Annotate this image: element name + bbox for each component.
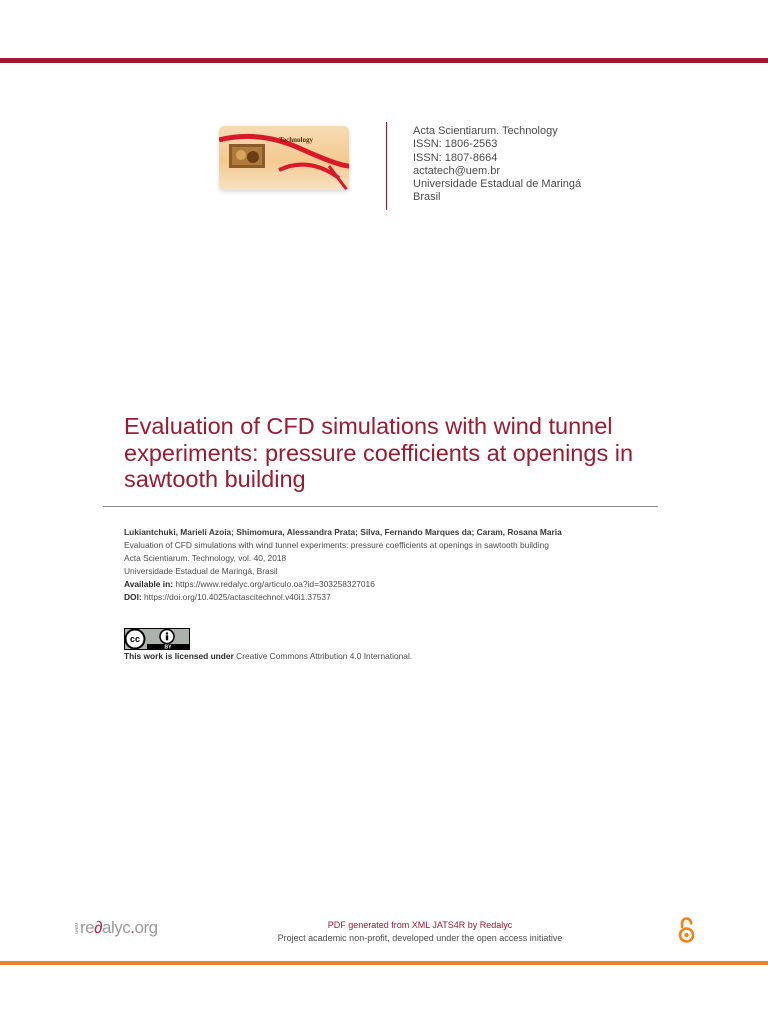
open-access-lock-icon[interactable] xyxy=(678,916,695,943)
footer-initiative: Project academic non-profit, developed under the open access initiative xyxy=(277,932,563,943)
journal-cover-logo xyxy=(219,126,349,190)
citation-block xyxy=(124,527,644,603)
journal-issn-online: ISSN: 1807-8664 xyxy=(413,151,498,164)
cc-badge-text: cc xyxy=(129,634,141,644)
license-link[interactable]: Creative Commons Attribution 4.0 International. xyxy=(236,651,413,661)
citation-doi xyxy=(124,592,644,603)
title-divider xyxy=(103,506,658,507)
uaem-label: UAEM xyxy=(74,923,79,935)
license-notice xyxy=(124,651,412,661)
header-divider xyxy=(386,122,387,210)
footer-text xyxy=(230,919,610,944)
creative-commons-by-icon[interactable] xyxy=(124,628,190,650)
doi-link[interactable]: https://doi.org/10.4025/actascitechnol.v40i1.37537 xyxy=(144,592,331,602)
redalyc-logo[interactable]: UAEMre∂alyc.org xyxy=(74,918,158,937)
journal-country: Brasil xyxy=(413,191,441,204)
article-title: Evaluation of CFD simulations with wind tunnel experiments: pressure coefficients at openings in sawtooth building xyxy=(124,413,634,492)
top-rule xyxy=(0,58,768,63)
footer-generated: PDF generated from XML JATS4R by Redalyc xyxy=(327,920,513,930)
available-label: Available in: xyxy=(124,579,174,589)
journal-email[interactable]: actatech@uem.br xyxy=(413,164,500,177)
cover-logo-text: Technology xyxy=(279,136,313,144)
journal-issn-print: ISSN: 1806-2563 xyxy=(413,138,498,151)
available-link[interactable]: https://www.redalyc.org/articulo.oa?id=303258327016 xyxy=(175,579,375,589)
citation-authors: Lukiantchuki, Marieli Azoia; Shimomura, Alessandra Prata; Silva, Fernando Marques da; Caram, Rosana Maria xyxy=(124,527,562,537)
bottom-rule xyxy=(0,961,768,965)
citation-available xyxy=(124,579,644,590)
journal-name: Acta Scientiarum. Technology xyxy=(413,125,558,137)
license-label: This work is licensed under xyxy=(124,651,234,661)
journal-info xyxy=(413,125,581,205)
by-badge-text: BY xyxy=(164,644,172,650)
journal-university: Universidade Estadual de Maringá xyxy=(413,178,582,191)
citation-publisher: Universidade Estadual de Maringá, Brasil xyxy=(124,566,278,576)
citation-source: Acta Scientiarum. Technology, vol. 40, 2018 xyxy=(124,553,287,563)
doi-label: DOI: xyxy=(124,592,142,602)
citation-title: Evaluation of CFD simulations with wind tunnel experiments: pressure coefficients at openings in sawtooth building xyxy=(124,540,549,550)
